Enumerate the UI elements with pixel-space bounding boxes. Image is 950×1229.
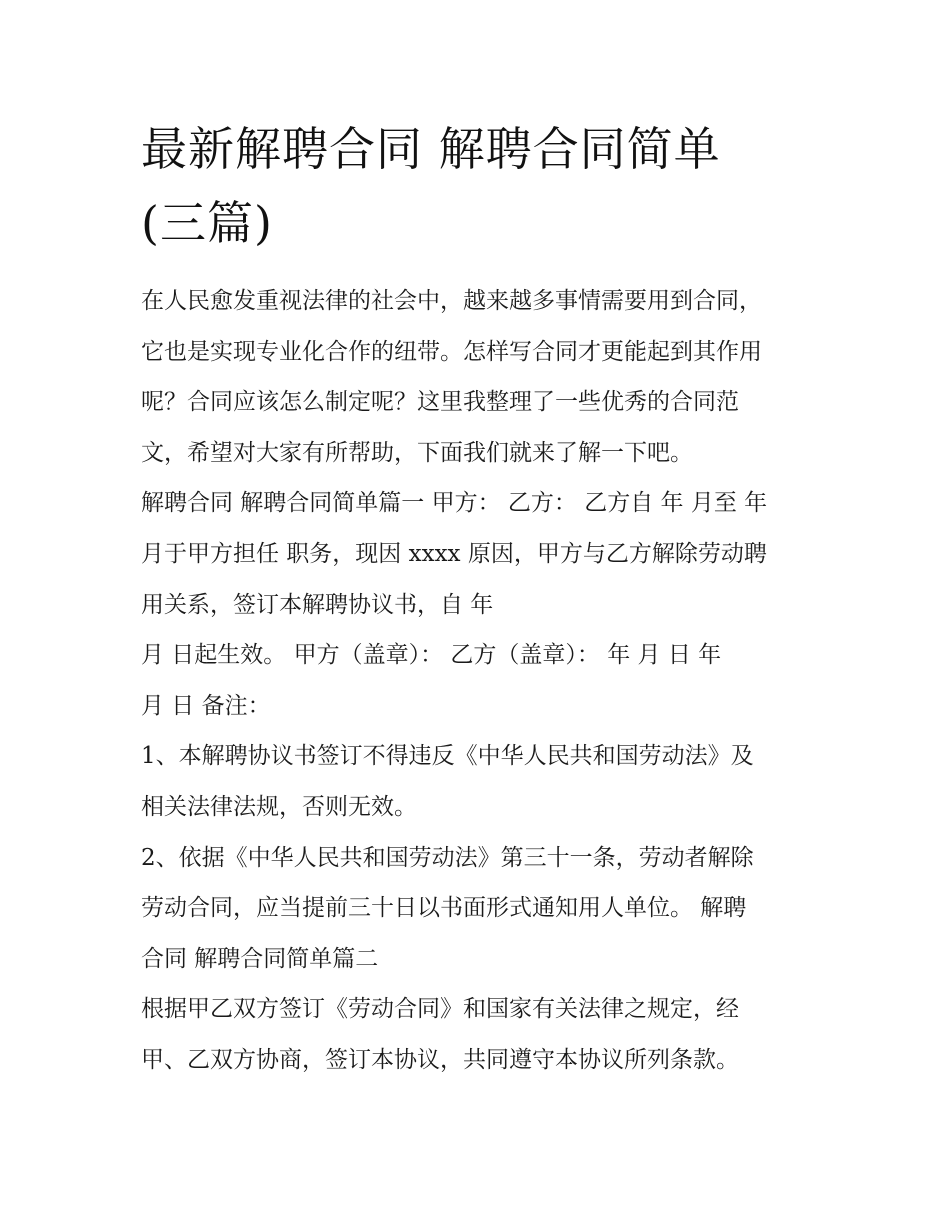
body-line: 解聘合同 解聘合同简单篇一 甲方： 乙方： 乙方自 年 月至 年 <box>141 490 768 517</box>
body-line: 合同 解聘合同简单篇二 <box>141 945 379 972</box>
body-line: 月 日 备注： <box>141 692 271 719</box>
document-title <box>141 112 821 260</box>
body-line: 根据甲乙双方签订《劳动合同》和国家有关法律之规定，经 <box>141 996 739 1023</box>
body-line: 1、本解聘协议书签订不得违反《中华人民共和国劳动法》及 <box>141 743 754 770</box>
body-line: 相关法律法规，否则无效。 <box>141 793 417 820</box>
title-line-2: (三篇) <box>141 196 273 250</box>
body-line: 甲、乙双方协商，签订本协议，共同遵守本协议所列条款。 <box>141 1046 739 1073</box>
body-line: 月 日起生效。 甲方（盖章）： 乙方（盖章）： 年 月 日 年 <box>141 642 722 669</box>
body-line: 劳动合同，应当提前三十日以书面形式通知用人单位。 解聘 <box>141 895 747 922</box>
body-line: 文，希望对大家有所帮助，下面我们就来了解一下吧。 <box>141 439 693 466</box>
body-line: 它也是实现专业化合作的纽带。怎样写合同才更能起到其作用 <box>141 338 762 365</box>
body-line: 在人民愈发重视法律的社会中，越来越多事情需要用到合同， <box>141 288 762 314</box>
document-body <box>141 282 821 1092</box>
title-line-1: 最新解聘合同 解聘合同简单 <box>141 122 721 176</box>
body-line: 呢？合同应该怎么制定呢？这里我整理了一些优秀的合同范 <box>141 389 739 416</box>
body-line: 用关系，签订本解聘协议书，自 年 <box>141 591 494 618</box>
body-line: 月于甲方担任 职务，现因 xxxx 原因，甲方与乙方解除劳动聘 <box>141 540 767 567</box>
body-line: 2、依据《中华人民共和国劳动法》第三十一条，劳动者解除 <box>141 844 754 871</box>
